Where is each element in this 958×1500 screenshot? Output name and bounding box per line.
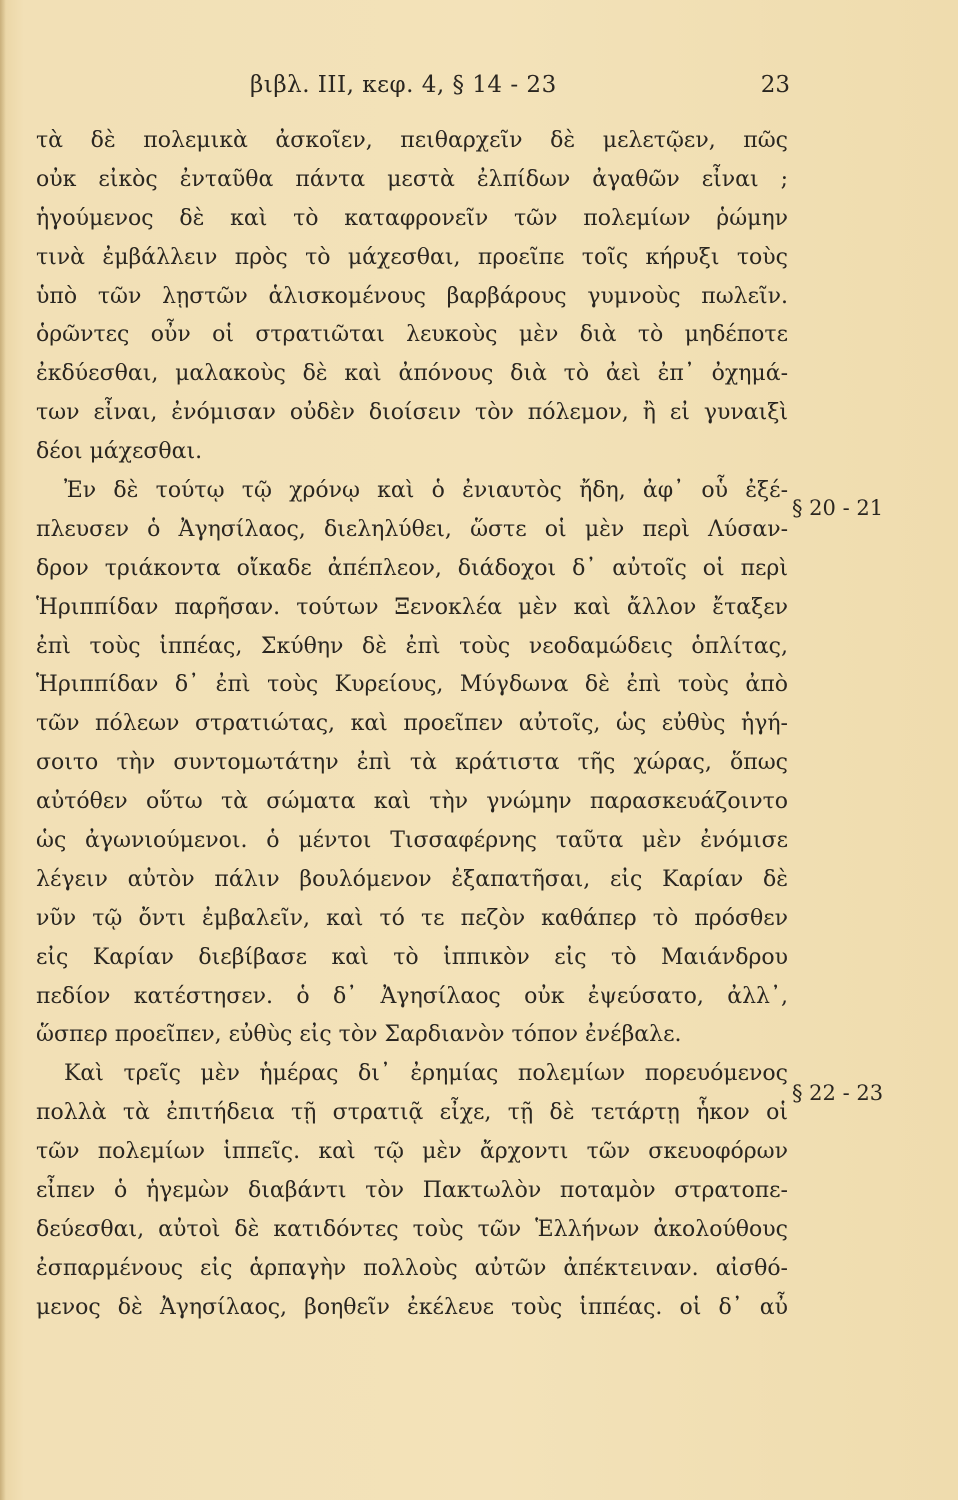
text-line: Ἡριππίδαν παρῆσαν. τούτων Ξενοκλέα μὲν καὶ ἄλλον ἔταξεν	[36, 594, 788, 620]
text-line: ὁρῶντες οὖν οἱ στρατιῶται λευκοὺς μὲν διὰ τὸ μηδέποτε	[36, 322, 788, 348]
text-line: τῶν πόλεων στρατιώτας, καὶ προεῖπεν αὐτοῖς, ὡς εὐθὺς ἡγή-	[36, 711, 788, 737]
paragraph-start-line: Καὶ τρεῖς μὲν ἡμέρας δι᾽ ἐρημίας πολεμίων πορευόμενος	[64, 1061, 788, 1087]
text-line: πολλὰ τὰ ἐπιτήδεια τῇ στρατιᾷ εἶχε, τῇ δὲ τετάρτῃ ἧκον οἱ	[36, 1100, 788, 1126]
text-line: ὡς ἀγωνιούμενοι. ὁ μέντοι Τισσαφέρνης ταῦτα μὲν ἐνόμισε	[36, 828, 788, 854]
text-line: μενος δὲ Ἀγησίλαος, βοηθεῖν ἐκέλευε τοὺς ἱππέας. οἱ δ᾽ αὖ	[36, 1294, 788, 1320]
text-line: ἐσπαρμένους εἰς ἁρπαγὴν πολλοὺς αὐτῶν ἀπέκτειναν. αἰσθό-	[36, 1255, 788, 1281]
text-line: ἡγούμενος δὲ καὶ τὸ καταφρονεῖν τῶν πολεμίων ῥώμην	[36, 205, 788, 231]
text-line: ἐπὶ τοὺς ἱππέας, Σκύθην δὲ ἐπὶ τοὺς νεοδαμώδεις ὁπλίτας,	[36, 633, 788, 659]
page-number: 23	[760, 72, 790, 98]
body-text	[36, 122, 788, 1328]
text-line: δεύεσθαι, αὐτοὶ δὲ κατιδόντες τοὺς τῶν Ἑλλήνων ἀκολούθους	[36, 1216, 788, 1242]
text-line: τὰ δὲ πολεμικὰ ἀσκοῖεν, πειθαρχεῖν δὲ μελετῷεν, πῶς	[36, 128, 788, 153]
text-line: ὥσπερ προεῖπεν, εὐθὺς εἰς τὸν Σαρδιανὸν τόπον ἐνέβαλε.	[36, 1022, 682, 1048]
text-line: ἐκδύεσθαι, μαλακοὺς δὲ καὶ ἀπόνους διὰ τὸ ἀεὶ ἐπ᾽ ὀχημά-	[36, 361, 788, 387]
text-line: εἶπεν ὁ ἡγεμὼν διαβάντι τὸν Πακτωλὸν ποταμὸν στρατοπε-	[36, 1178, 788, 1204]
margin-section-note: § 20 - 21	[792, 496, 884, 520]
text-line: σοιτο τὴν συντομωτάτην ἐπὶ τὰ κράτιστα τῆς χώρας, ὅπως	[36, 750, 788, 776]
text-line: ὑπὸ τῶν λῃστῶν ἁλισκομένους βαρβάρους γυμνοὺς πωλεῖν.	[36, 283, 788, 309]
text-line: πλευσεν ὁ Ἀγησίλαος, διεληλύθει, ὥστε οἱ μὲν περὶ Λύσαν-	[36, 516, 788, 542]
text-line: νῦν τῷ ὄντι ἐμβαλεῖν, καὶ τό τε πεζὸν καθάπερ τὸ πρόσθεν	[36, 905, 788, 931]
margin-section-note: § 22 - 23	[792, 1081, 884, 1105]
text-line: πεδίον κατέστησεν. ὁ δ᾽ Ἀγησίλαος οὐκ ἐψεύσατο, ἀλλ᾽,	[36, 983, 788, 1009]
text-line: τινὰ ἐμβάλλειν πρὸς τὸ μάχεσθαι, προεῖπε τοῖς κήρυξι τοὺς	[36, 244, 788, 270]
text-line: των εἶναι, ἐνόμισαν οὐδὲν διοίσειν τὸν πόλεμον, ἢ εἰ γυναιξὶ	[36, 400, 788, 426]
text-line: εἰς Καρίαν διεβίβασε καὶ τὸ ἱππικὸν εἰς τὸ Μαιάνδρου	[36, 944, 788, 970]
page-edge-shadow	[0, 0, 6, 1500]
text-line: δρον τριάκοντα οἴκαδε ἀπέπλεον, διάδοχοι δ᾽ αὐτοῖς οἱ περὶ	[36, 555, 788, 581]
text-line: τῶν πολεμίων ἱππεῖς. καὶ τῷ μὲν ἄρχοντι τῶν σκευοφόρων	[36, 1139, 788, 1165]
text-line: οὐκ εἰκὸς ἐνταῦθα πάντα μεστὰ ἐλπίδων ἀγαθῶν εἶναι ;	[36, 166, 788, 192]
text-line: λέγειν αὐτὸν πάλιν βουλόμενον ἐξαπατῆσαι, εἰς Καρίαν δὲ	[36, 866, 788, 892]
text-line: Ἡριππίδαν δ᾽ ἐπὶ τοὺς Κυρείους, Μύγδωνα δὲ ἐπὶ τοὺς ἀπὸ	[36, 672, 788, 698]
text-line: δέοι μάχεσθαι.	[36, 439, 203, 465]
running-head: βιβλ. III, κεφ. 4, § 14 - 23	[250, 72, 557, 98]
text-line: αὐτόθεν οὕτω τὰ σώματα καὶ τὴν γνώμην παρασκευάζοιντο	[36, 789, 788, 815]
paragraph-start-line: Ἐν δὲ τούτῳ τῷ χρόνῳ καὶ ὁ ἐνιαυτὸς ἤδη, ἀφ᾽ οὗ ἐξέ-	[64, 478, 788, 504]
